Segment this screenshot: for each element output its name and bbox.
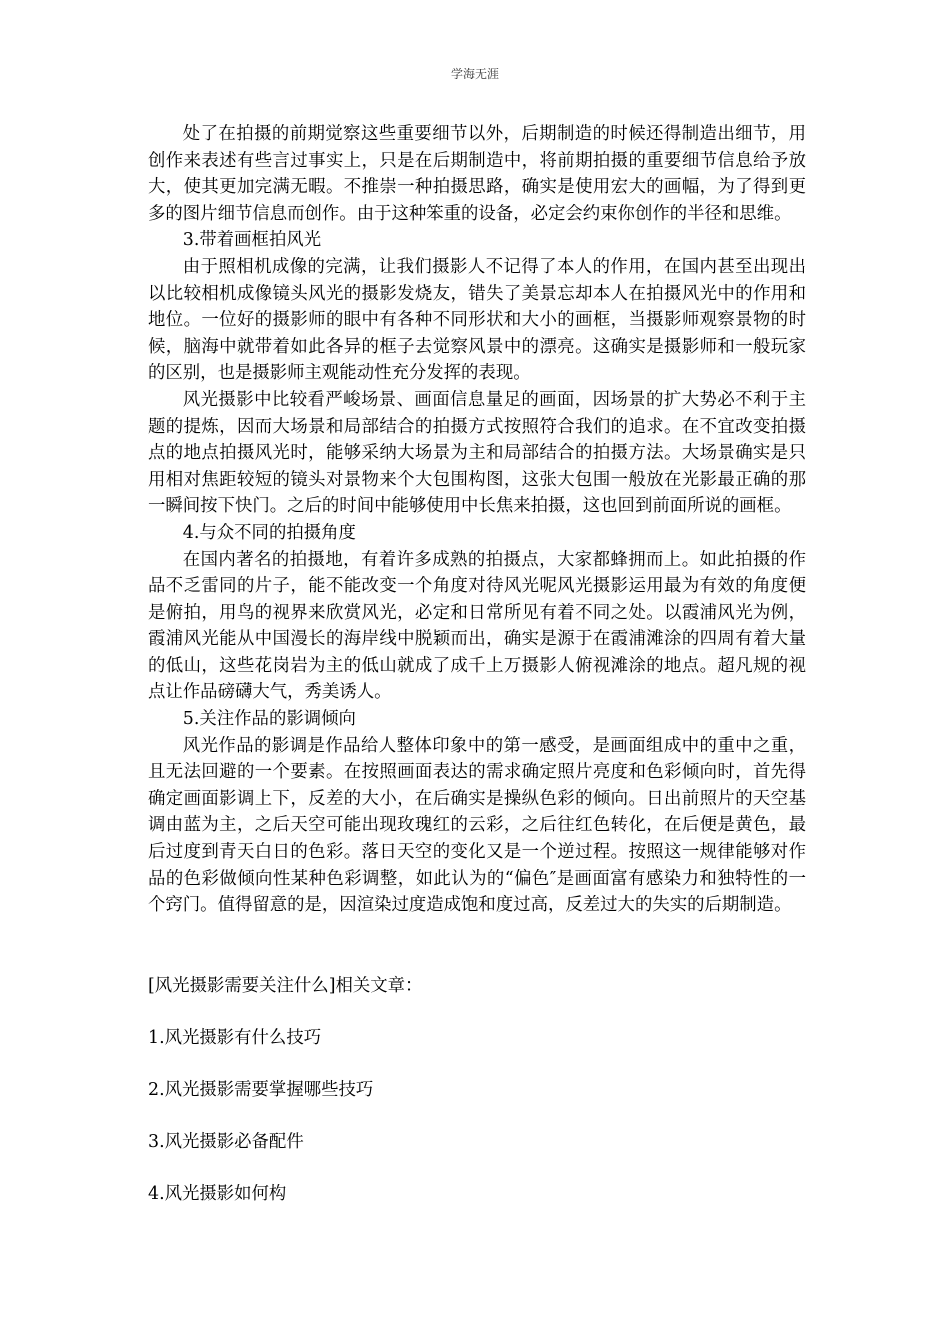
article-body [148, 121, 806, 919]
related-article-link[interactable]: 2.风光摄影需要掌握哪些技巧 [148, 1080, 374, 1100]
related-article-link[interactable]: 1.风光摄影有什么技巧 [148, 1028, 322, 1048]
paragraph-tone: 风光作品的影调是作品给人整体印象中的第一感受，是画面组成中的重中之重，且无法回避的一个要素。在按照画面表达的需求确定照片亮度和色彩倾向时，首先得确定画面影调上下，反差的大小，在后确实是操纵色彩的倾向。日出前照片的天空基调由蓝为主，之后天空可能出现玫瑰红的云彩，之后往红色转化，在后便是黄色，最后过度到青天白日的色彩。落日天空的变化又是一个逆过程。按照这一规律能够对作品的色彩做倾向性某种色彩调整，如此认为的“偏色″是画面富有感染力和独特性的一个窍门。值得留意的是，因渲染过度造成饱和度过高，反差过大的失实的后期制造。 [148, 735, 806, 916]
related-articles [148, 973, 806, 1233]
related-articles-title: [风光摄影需要关注什么]相关文章： [148, 976, 423, 996]
paragraph-frame-2: 风光摄影中比较看严峻场景、画面信息量足的画面，因场景的扩大势必不利于主题的提炼，因而大场景和局部结合的拍摄方式按照符合我们的追求。在不宜改变拍摄点的地点拍摄风光时，能够采纳大场景为主和局部结合的拍摄方法。大场景确实是只用相对焦距较短的镜头对景物来个大包围构图，这张大包围一般放在光影最正确的那一瞬间按下快门。之后的时间中能够使用中长焦来拍摄，这也回到前面所说的画框。 [148, 389, 806, 517]
related-article-link[interactable]: 4.风光摄影如何构 [148, 1184, 287, 1204]
paragraph-post-production: 处了在拍摄的前期觉察这些重要细节以外，后期制造的时候还得制造出细节，用创作来表述有些言过事实上，只是在后期制造中，将前期拍摄的重要细节信息给予放大，使其更加完满无暇。不推崇一种拍摄思路，确实是使用宏大的画幅，为了得到更多的图片细节信息而创作。由于这种笨重的设备，必定会约束你创作的半径和思维。 [148, 124, 806, 224]
paragraph-frame-1: 由于照相机成像的完满，让我们摄影人不记得了本人的作用，在国内甚至出现出以比较相机成像镜头风光的摄影发烧友，错失了美景忘却本人在拍摄风光中的作用和地位。一位好的摄影师的眼中有各种不同形状和大小的画框，当摄影师观察景物的时候，脑海中就带着如此各异的框子去觉察风景中的漂亮。这确实是摄影师和一般玩家的区别，也是摄影师主观能动性充分发挥的表现。 [148, 256, 806, 384]
section-heading-4: 4.与众不同的拍摄角度 [182, 522, 356, 543]
section-heading-5: 5.关注作品的影调倾向 [182, 709, 356, 730]
paragraph-angle: 在国内著名的拍摄地，有着许多成熟的拍摄点，大家都蜂拥而上。如此拍摄的作品不乏雷同的片子，能不能改变一个角度对待风光呢风光摄影运用最为有效的角度便是俯拍，用鸟的视界来欣赏风光，必定和日常所见有着不同之处。以霞浦风光为例，霞浦风光能从中国漫长的海岸线中脱颖而出，确实是源于在霞浦滩涂的四周有着大量的低山，这些花岗岩为主的低山就成了成千上万摄影人俯视滩涂的地点。超凡规的视点让作品磅礴大气，秀美诱人。 [148, 549, 806, 703]
related-article-link[interactable]: 3.风光摄影必备配件 [148, 1132, 304, 1152]
section-heading-3: 3.带着画框拍风光 [182, 230, 322, 251]
page-header: 学海无涯 [450, 67, 499, 81]
